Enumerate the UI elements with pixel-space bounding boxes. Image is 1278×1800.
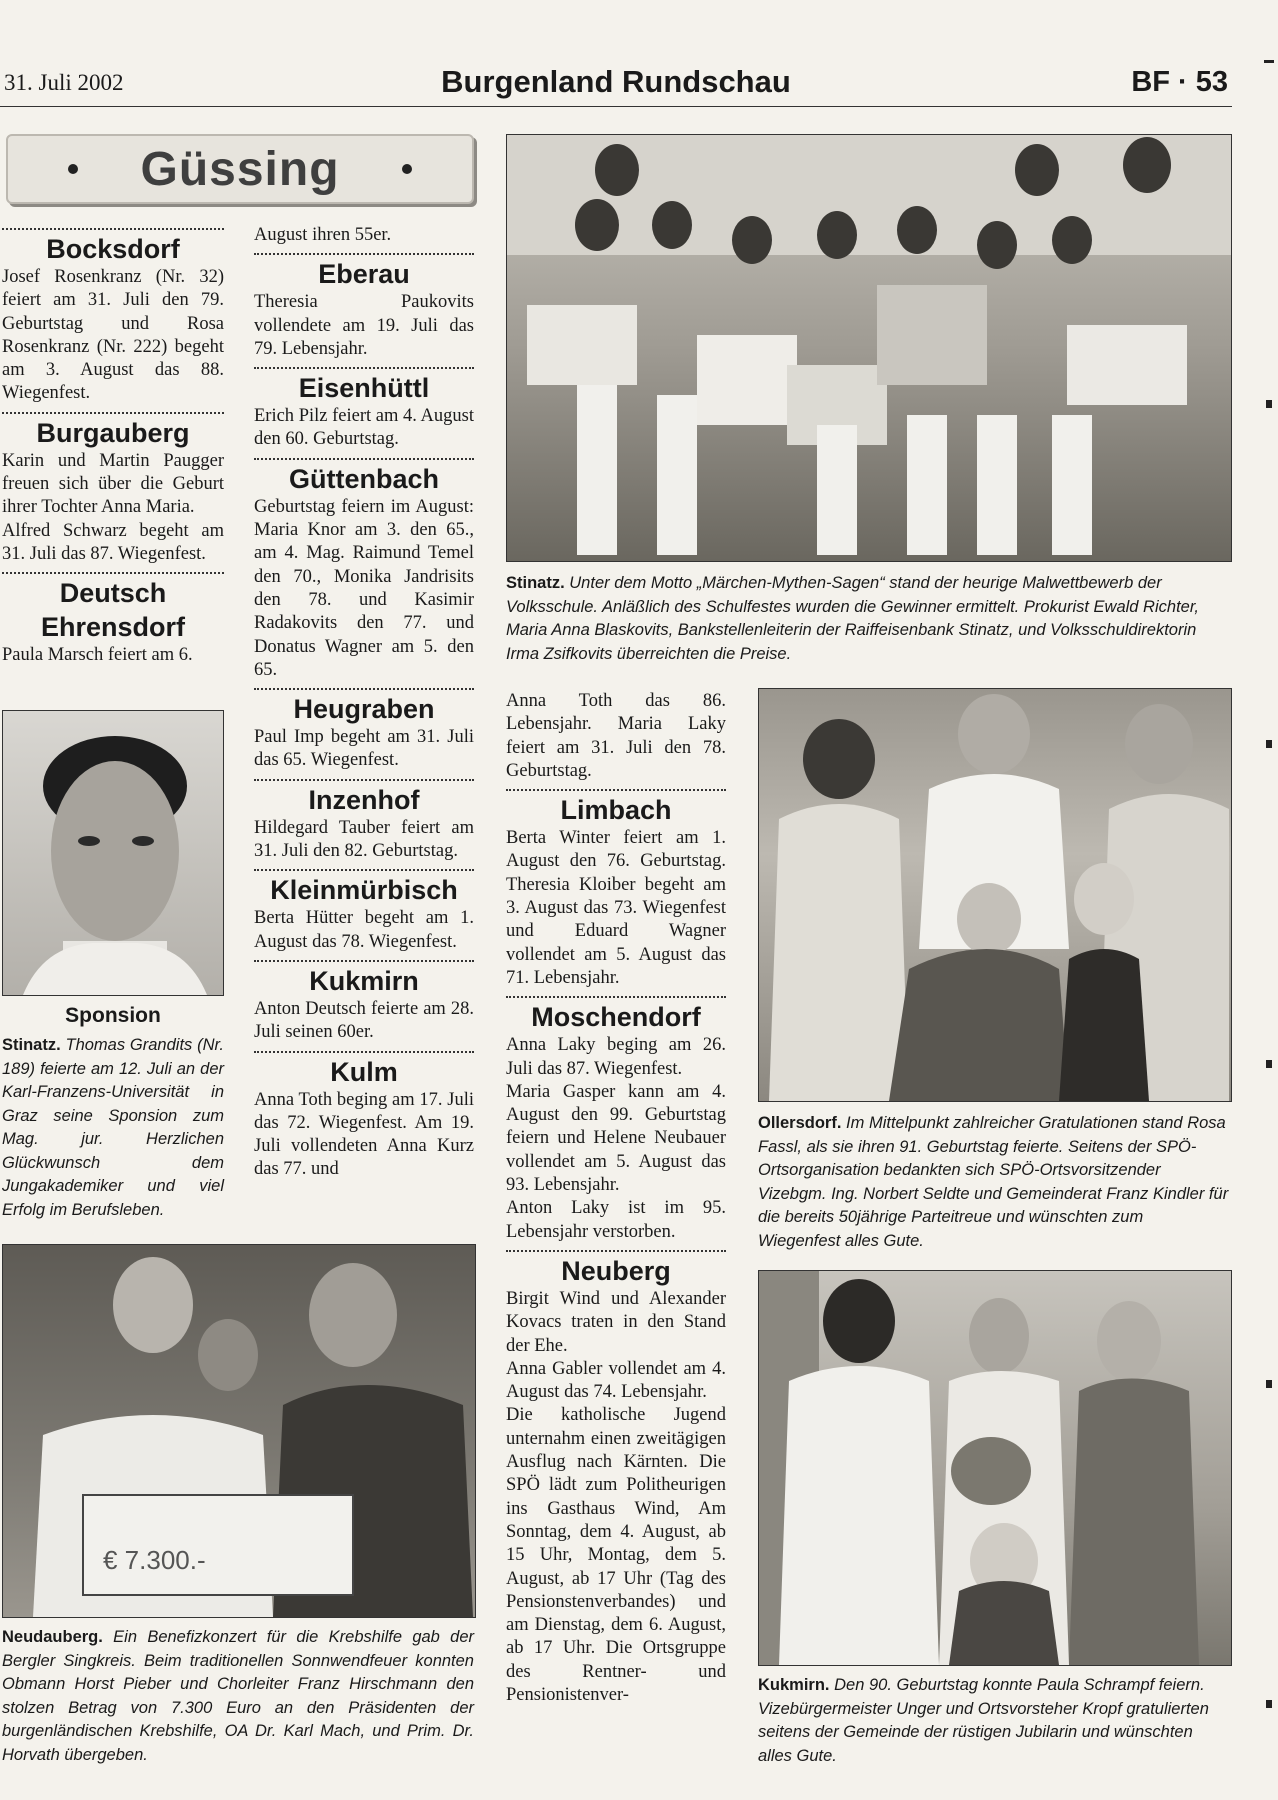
town-heading-kulm: Kulm [330,1056,398,1087]
bullet-icon [68,164,78,174]
children-award-photo [506,134,1232,562]
divider [254,779,474,781]
sponsion-caption [2,1034,224,1222]
caption-lead: Ollersdorf. [758,1114,842,1132]
divider [254,458,474,460]
caption-lead: Stinatz. [2,1036,61,1054]
news-item: August ihren 55er. [254,225,392,245]
divider [254,253,474,255]
divider [254,869,474,871]
stinatz-caption [506,572,1230,666]
caption-lead: Neudauberg. [2,1628,103,1646]
divider [254,367,474,369]
jubilee-photo [758,1270,1232,1666]
news-item: Karin und Martin Paugger freuen sich über die Geburt ihrer Tochter Anna Maria. [2,450,224,518]
news-item: Paul Imp begeht am 31. Juli das 65. Wiegenfest. [254,727,474,771]
caption-text: Unter dem Motto „Märchen-Mythen-Sagen“ stand der heurige Malwettbewerb der Volksschule. Anläßlich des Schulfestes wurden die Gewinner ermittelt. Prokurist Ewald Richter, Maria Anna Blaskovits, Bankstellenleiterin der Raiffeisenbank Stinatz, und Volksschuldirektorin Irma Zsifkovits überreichten die Preise. [506,574,1199,663]
divider [506,996,726,998]
town-heading-inzenhof: Inzenhof [308,784,420,815]
page-number: BF · 53 [1131,66,1228,98]
news-item: Die katholische Jugend unternahm einen zweitägigen Ausflug nach Kärnten. Die SPÖ lädt zum Politheurigen ins Gasthaus Wind, Am Sonntag, dem 4. August, ab 15 Uhr, Montag, dem 5. August, ab 17 Uhr (Tag des Pensionstenverbandes) und am Dienstag, dem 6. August, ab 17 Uhr. Die Ortsgruppe des Rentner- und Pensionistenver- [506,1405,726,1705]
town-heading-limbach: Limbach [560,795,672,826]
news-item: Anna Gabler vollendet am 4. August das 74. Lebensjahr. [506,1358,726,1403]
town-heading-guettenbach: Güttenbach [288,463,439,494]
caption-text: Ein Benefizkonzert für die Krebshilfe gab der Bergler Singkreis. Beim traditionellen Sonnwendfeuer konnten Obmann Horst Pieber und Chorleiter Franz Hirschmann den stolzen Betrag von 7.300 Euro an den Präsidenten der burgenländischen Krebshilfe, OA Dr. Karl Mach, und Prim. Dr. Horvath übergeben. [2,1628,474,1764]
news-item: Josef Rosenkranz (Nr. 32) feiert am 31. Juli den 79. Geburtstag und Rosa Rosenkranz (Nr. 222) begeht am 3. August das 88. Wiegenfest. [2,267,224,404]
cheque-photo [2,1244,476,1618]
divider [506,1250,726,1252]
divider [254,688,474,690]
town-heading-deutsch-ehrensdorf: Deutsch Ehrensdorf [40,578,186,643]
news-item: Maria Gasper kann am 4. August den 99. Geburtstag feiern und Helene Neubauer vollendet am 5. August das 93. Lebensjahr. [506,1081,726,1196]
scan-mark [1266,1700,1272,1708]
news-item: Anna Toth das 86. Lebensjahr. Maria Laky feiert am 31. Juli den 78. Geburtstag. [506,691,726,781]
news-item: Berta Winter feiert am 1. August den 76. Geburtstag. Theresia Kloiber begeht am 3. August das 73. Wiegenfest und Eduard Wagner vollendet am 5. August das 71. Lebensjahr. [506,828,726,988]
birthday-photo [758,688,1232,1102]
news-item: Anton Laky ist im 95. Lebensjahr verstorben. [506,1198,726,1242]
caption-text: Den 90. Geburtstag konnte Paula Schrampf feiern. Vizebürgermeister Unger und Ortsvorsteher Kropf gratulierten seitens der Gemeinde der rüstigen Jubilarin und wünschten alles Gute. [758,1676,1209,1765]
divider [2,572,224,574]
page-header [0,60,1232,107]
town-heading-kleinmuerbisch: Kleinmürbisch [270,875,458,906]
column-2 [254,224,474,1182]
sponsion-box [2,1004,224,1222]
column-1 [2,222,224,668]
column-3 [506,690,726,1707]
divider [2,228,224,230]
scan-mark [1266,1060,1272,1068]
caption-text: Im Mittelpunkt zahlreicher Gratulationen stand Rosa Fassl, als sie ihren 91. Geburtstag feierte. Seitens der SPÖ-Ortsorganisation bedankten sich SPÖ-Ortsvorsitzender Vizebgm. Ing. Norbert Seldte und Gemeinderat Franz Kindler für die bereits 50jährige Parteitreue und wünschten zum Wiegenfest alles Gute. [758,1114,1229,1250]
town-heading-kukmirn: Kukmirn [309,965,419,996]
town-heading-heugraben: Heugraben [293,694,435,725]
news-item: Theresia Paukovits vollendete am 19. Juli das 79. Lebensjahr. [254,292,474,359]
news-item: Erich Pilz feiert am 4. August den 60. Geburtstag. [254,406,474,450]
town-heading-eisenhuettl: Eisenhüttl [298,373,430,404]
divider [2,412,224,414]
news-item: Paula Marsch feiert am 6. [2,645,193,666]
bullet-icon [402,164,412,174]
issue-date: 31. Juli 2002 [4,70,124,95]
divider [254,1051,474,1053]
kukmirn-caption [758,1674,1230,1768]
section-title: Güssing [140,142,340,196]
divider [506,789,726,791]
news-item: Birgit Wind und Alexander Kovacs traten in den Stand der Ehe. [506,1288,726,1356]
scan-mark [1266,740,1272,748]
town-heading-bocksdorf: Bocksdorf [46,234,180,264]
neudauberg-caption [2,1626,474,1767]
scan-mark [1264,60,1274,63]
news-item: Hildegard Tauber feiert am 31. Juli den 82. Geburtstag. [254,817,474,862]
scan-mark [1266,1380,1272,1388]
cheque-amount: € 7.300.- [103,1545,206,1575]
caption-text: Thomas Grandits (Nr. 189) feierte am 12. Juli an der Karl-Franzens-Universität in Graz seine Sponsion zum Mag. jur. Herzlichen Glückwunsch dem Jungakademiker und viel Erfolg im Berufsleben. [2,1036,224,1219]
news-item: Berta Hütter begeht am 1. August das 78. Wiegenfest. [254,908,474,952]
news-item: Alfred Schwarz begeht am 31. Juli das 87. Wiegenfest. [2,520,224,564]
news-item: Anna Laky beging am 26. Juli das 87. Wiegenfest. [506,1035,726,1079]
ollersdorf-caption [758,1112,1230,1253]
caption-lead: Kukmirn. [758,1676,830,1694]
news-item: Anna Toth beging am 17. Juli das 72. Wiegenfest. Am 19. Juli vollendeten Anna Kurz das 77. und [254,1089,474,1180]
newspaper-title: Burgenland Rundschau [441,64,791,99]
town-heading-neuberg: Neuberg [561,1255,671,1286]
news-item: Geburtstag feiern im August: Maria Knor am 3. den 65., am 4. Mag. Raimund Temel den 70., Monika Jandrisits den 78. und Kasimir Radakovits den 77. und Donatus Wagner am 5. den 65. [254,496,474,680]
town-heading-moschendorf: Moschendorf [531,1002,701,1033]
portrait-photo [2,710,224,996]
section-banner [6,134,474,204]
sponsion-heading: Sponsion [65,1004,161,1027]
town-heading-burgauberg: Burgauberg [36,417,190,448]
news-item: Anton Deutsch feierte am 28. Juli seinen 60er. [254,998,474,1043]
scan-mark [1266,400,1272,408]
divider [254,960,474,962]
caption-lead: Stinatz. [506,574,565,592]
town-heading-eberau: Eberau [318,259,410,290]
